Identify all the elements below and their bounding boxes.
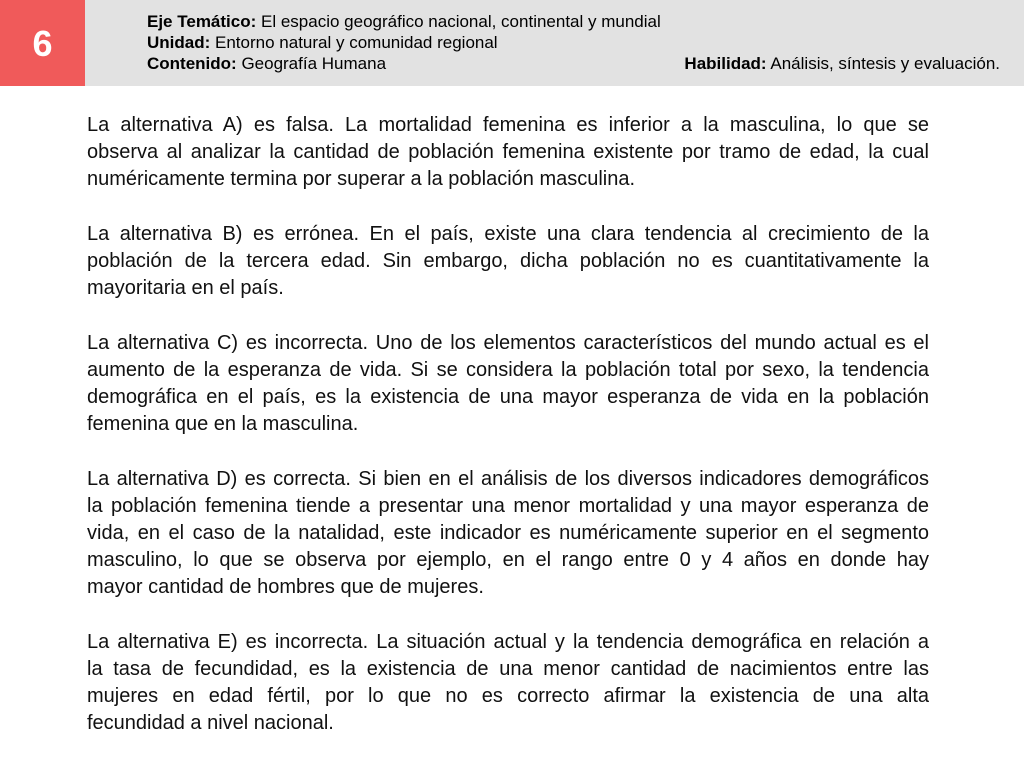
text-line: femenina que en la masculina. — [87, 413, 359, 436]
paragraph-alternativa-a — [87, 112, 929, 194]
paragraph-alternativa-c — [87, 330, 929, 439]
text-line: mayor cantidad de hombres que de mujeres. — [87, 576, 484, 599]
eje-tematico-value: El espacio geográfico nacional, continental y mundial — [261, 12, 661, 31]
eje-tematico-label: Eje Temático: — [147, 12, 257, 31]
header-habilidad — [684, 53, 1000, 74]
text-line: aumento de la esperanza de vida. Si se considera la población total por sexo, la tendencia — [87, 358, 929, 381]
header-contenido — [147, 53, 661, 74]
paragraph-alternativa-e — [87, 629, 929, 738]
paragraph-alternativa-d — [87, 466, 929, 602]
header-eje-tematico — [147, 11, 661, 32]
habilidad-label: Habilidad: — [684, 54, 767, 73]
text-line: La alternativa C) es incorrecta. Uno de los elementos característicos del mundo actual es el — [87, 331, 929, 354]
text-line: mayoritaria en el país. — [87, 277, 284, 300]
paragraph-alternativa-b — [87, 221, 929, 303]
text-line: La alternativa A) es falsa. La mortalidad femenina es inferior a la masculina, lo que se — [87, 114, 929, 136]
header-metadata — [147, 11, 661, 74]
text-line: la tasa de fecundidad, es la existencia de una menor cantidad de nacimientos entre las — [87, 658, 929, 680]
text-line: vida, en el caso de la natalidad, este indicador es numéricamente superior en el segmento — [87, 522, 929, 544]
text-line: población de la tercera edad. Sin embargo, dicha población no es cuantitativamente la — [87, 250, 929, 272]
text-line: fecundidad a nivel nacional. — [87, 712, 334, 735]
header-unidad — [147, 32, 661, 53]
text-line: mujeres en edad fértil, por lo que no es correcto afirmar la existencia de una alta — [87, 685, 929, 708]
text-line: masculino, lo que se observa por ejemplo, en el rango entre 0 y 4 años en donde hay — [87, 549, 929, 572]
habilidad-value: Análisis, síntesis y evaluación. — [770, 54, 1000, 73]
contenido-label: Contenido: — [147, 54, 237, 73]
text-line: numéricamente termina por superar a la población masculina. — [87, 168, 636, 191]
text-line: La alternativa D) es correcta. Si bien en el análisis de los diversos indicadores demográficos — [87, 467, 929, 490]
section-number-badge: 6 — [0, 0, 85, 86]
text-line: la población femenina tiende a presentar una menor mortalidad y una mayor esperanza de — [87, 494, 929, 517]
text-line: La alternativa E) es incorrecta. La situación actual y la tendencia demográfica en relación a — [87, 630, 929, 653]
text-line: La alternativa B) es errónea. En el país, existe una clara tendencia al crecimiento de la — [87, 222, 929, 245]
contenido-value: Geografía Humana — [241, 54, 387, 73]
answer-explanation — [87, 112, 929, 765]
text-line: demográfica en el país, es la existencia de una mayor esperanza de vida en la población — [87, 386, 929, 408]
unidad-value: Entorno natural y comunidad regional — [215, 33, 498, 52]
text-line: observa al analizar la cantidad de población femenina existente por tramo de edad, la cual — [87, 141, 929, 164]
unidad-label: Unidad: — [147, 33, 211, 52]
